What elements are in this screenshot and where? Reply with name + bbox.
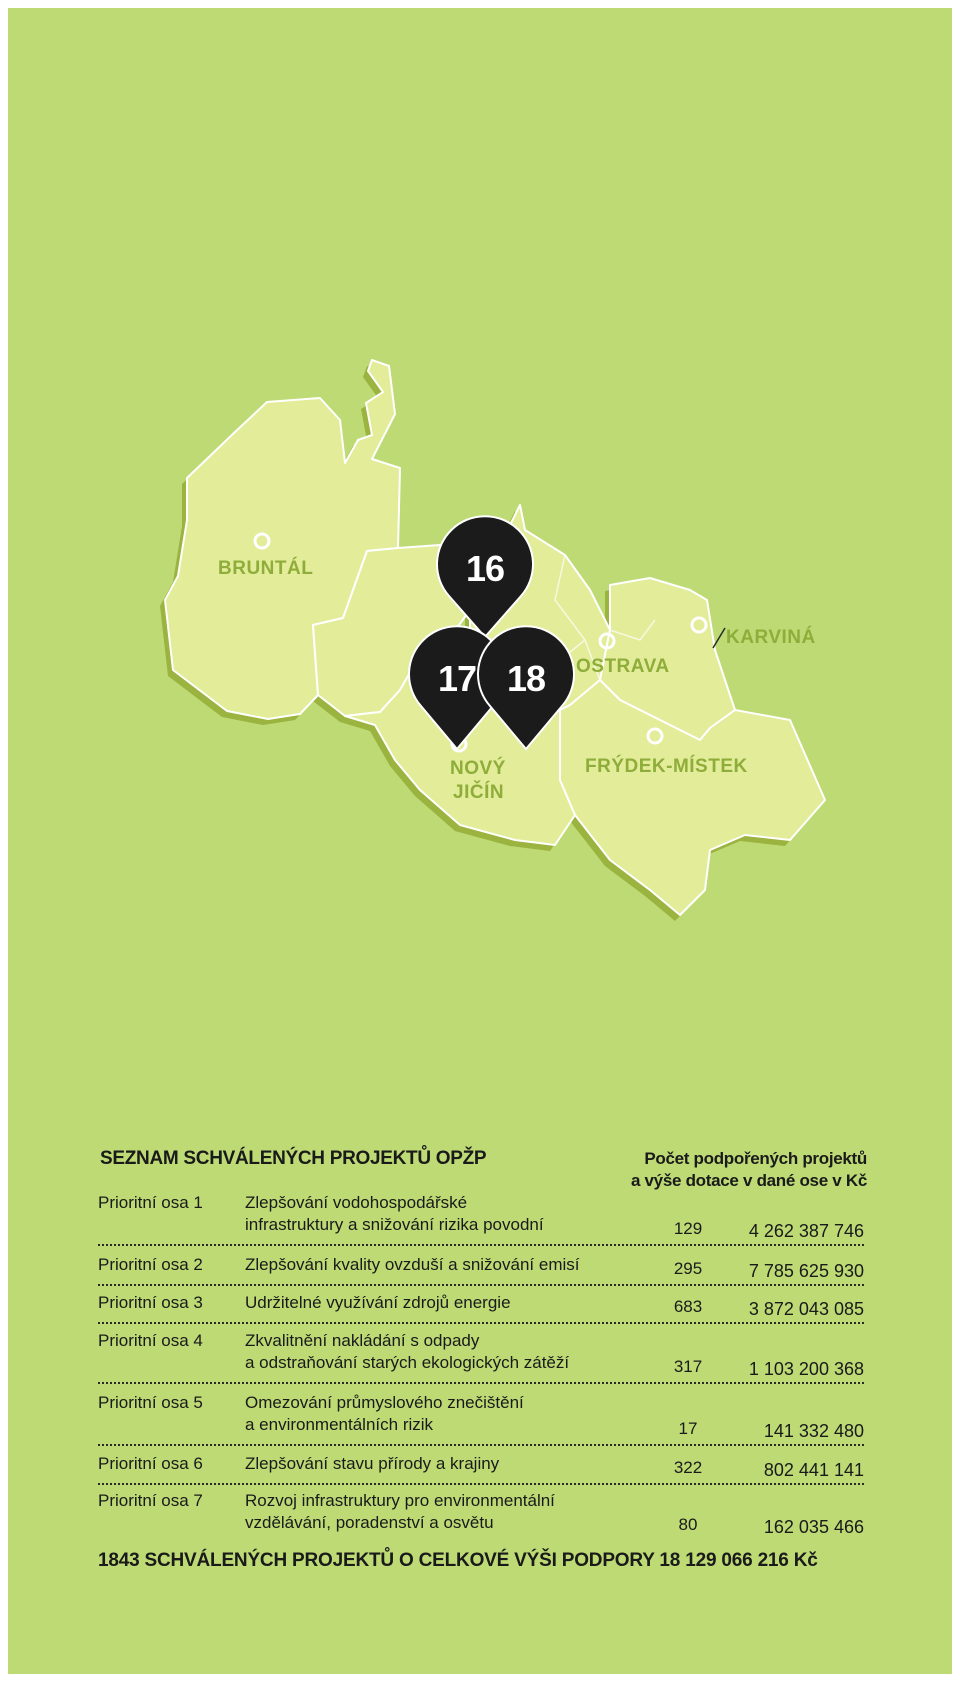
table-row [98,1254,864,1286]
project-count: 80 [678,1515,698,1534]
pin-18-label: 18 [506,658,546,699]
column-header [631,1148,867,1192]
project-count: 322 [673,1458,703,1477]
column-header-line-2: a výše dotace v dané ose v Kč [630,1171,867,1190]
city-label-ostrava: OSTRAVA [576,656,670,677]
subsidy-amount: 7 785 625 930 [748,1261,864,1281]
table-row [98,1192,864,1246]
table-row [98,1392,864,1446]
description-line: Zlepšování kvality ovzduší a snižování emisí [245,1255,580,1274]
city-label-jicin: JIČÍN [453,782,505,803]
description-line: Zkvalitnění nakládání s odpady [245,1331,480,1350]
pin-16-label: 16 [465,548,505,589]
axis-label: Prioritní osa 7 [98,1491,203,1510]
subsidy-amount: 3 872 043 085 [748,1299,864,1319]
project-count: 683 [673,1297,703,1316]
city-label-frydek: FRÝDEK-MÍSTEK [585,756,748,777]
column-header-line-1: Počet podpořených projektů [644,1149,867,1168]
city-label-novy: NOVÝ [450,758,506,779]
axis-description [245,1292,625,1314]
axis-label: Prioritní osa 6 [98,1454,203,1473]
description-line: infrastruktury a snižování rizika povodní [245,1215,544,1234]
subsidy-amount: 1 103 200 368 [748,1359,864,1379]
axis-description [245,1254,625,1276]
project-count: 317 [673,1357,703,1376]
description-line: Omezování průmyslového znečištění [245,1393,524,1412]
project-count: 295 [673,1259,703,1278]
city-label-karvina: KARVINÁ [726,627,816,648]
table-row [98,1330,864,1384]
subsidy-amount: 141 332 480 [763,1421,864,1441]
table-row [98,1490,864,1540]
axis-description [245,1192,625,1236]
axis-label: Prioritní osa 5 [98,1393,203,1412]
axis-description [245,1453,625,1475]
project-count: 17 [678,1419,698,1438]
description-line: Zlepšování vodohospodářské [245,1193,468,1212]
table-row [98,1453,864,1485]
description-line: Zlepšování stavu přírody a krajiny [245,1454,500,1473]
axis-description [245,1490,625,1534]
description-line: vzdělávání, poradenství a osvětu [245,1513,494,1532]
axis-label: Prioritní osa 2 [98,1255,203,1274]
axis-label: Prioritní osa 1 [98,1193,203,1212]
subsidy-amount: 4 262 387 746 [748,1221,864,1241]
total-summary: 1843 SCHVÁLENÝCH PROJEKTŮ O CELKOVÉ VÝŠI PODPORY 18 129 066 216 Kč [98,1550,818,1571]
city-label-bruntal: BRUNTÁL [218,558,314,579]
description-line: Rozvoj infrastruktury pro environmentální [245,1491,555,1510]
description-line: a environmentálních rizik [245,1415,434,1434]
table-title: SEZNAM SCHVÁLENÝCH PROJEKTŮ OPŽP [100,1148,487,1169]
pin-17-label: 17 [437,658,477,699]
subsidy-amount: 802 441 141 [763,1460,864,1480]
axis-label: Prioritní osa 3 [98,1293,203,1312]
project-count: 129 [673,1219,703,1238]
subsidy-amount: 162 035 466 [763,1517,864,1537]
axis-description [245,1392,625,1436]
table-row [98,1292,864,1324]
axis-description [245,1330,625,1374]
description-line: Udržitelné využívání zdrojů energie [245,1293,511,1312]
description-line: a odstraňování starých ekologických zátěží [245,1353,570,1372]
axis-label: Prioritní osa 4 [98,1331,203,1350]
